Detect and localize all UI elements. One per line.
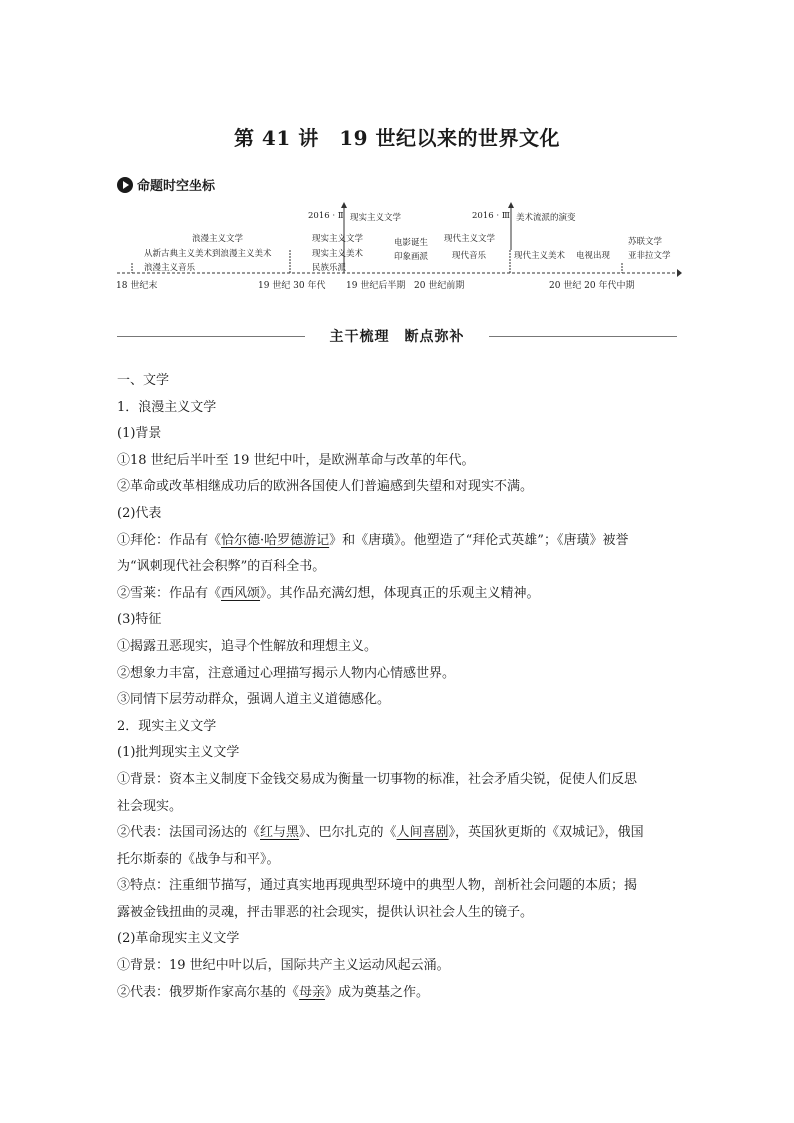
work-title: 西风颂 <box>221 585 261 601</box>
text-line: ③特点：注重细节描写，通过真实地再现典型环境中的典型人物，剖析社会问题的本质；揭 <box>117 878 638 894</box>
timeline-event: 民族乐派 <box>312 263 347 273</box>
text-line: ②雪莱：作品有《西风颂》。其作品充满幻想，体现真正的乐观主义精神。 <box>117 585 540 601</box>
text-line: ②代表：法国司汤达的《红与黑》、巴尔扎克的《人间喜剧》，英国狄更斯的《双城记》，俄国 <box>117 825 644 841</box>
timeline-label: 20 世纪 20 年代中期 <box>549 281 635 291</box>
item-critical-realism: (1)批判现实主义文学 <box>117 745 240 761</box>
heading-literature: 一、文学 <box>117 373 170 388</box>
work-title: 恰尔德·哈罗德游记 <box>221 532 330 548</box>
exam-tag-2016-ii: 2016 · Ⅱ <box>308 211 344 221</box>
badge-label: 命题时空坐标 <box>137 179 216 194</box>
item-features: (3)特征 <box>117 612 162 628</box>
timeline-event: 浪漫主义音乐 <box>144 263 196 273</box>
text-line: 托尔斯泰的《战争与和平》。 <box>117 851 280 867</box>
timeline-event: 现实主义文学 <box>312 234 364 244</box>
timeline-event: 现代主义美术 <box>514 251 566 261</box>
text-line: ①背景：资本主义制度下金钱交易成为衡量一切事物的标准，社会矛盾尖锐，促使人们反思 <box>117 771 638 787</box>
work-title: 母亲 <box>299 984 326 1000</box>
text-line: ①拜伦：作品有《恰尔德·哈罗德游记》和《唐璜》。他塑造了“拜伦式英雄”；《唐璜》被誉 <box>117 532 629 548</box>
text-line: ②革命或改革相继成功后的欧洲各国使人们普遍感到失望和对现实不满。 <box>117 479 534 495</box>
section-badge <box>117 175 215 194</box>
work-title: 人间喜剧 <box>396 825 449 841</box>
exam-topic-1: 现实主义文学 <box>350 213 402 223</box>
item-revolutionary-realism: (2)革命现实主义文学 <box>117 931 240 947</box>
timeline-label: 19 世纪后半期 <box>346 281 406 291</box>
subheading-realism: 2．现实主义文学 <box>117 718 217 734</box>
play-circle-icon <box>117 177 133 193</box>
timeline-event: 浪漫主义文学 <box>192 234 244 244</box>
timeline-label: 19 世纪 30 年代 <box>258 281 326 291</box>
timeline-event: 现实主义美术 <box>312 249 364 259</box>
text-line: ①背景：19 世纪中叶以后，国际共产主义运动风起云涌。 <box>117 958 450 974</box>
section-header <box>117 324 677 348</box>
timeline-event: 从新古典主义美术到浪漫主义美术 <box>144 249 272 259</box>
timeline-event: 亚非拉文学 <box>628 251 671 261</box>
timeline-event: 印象画派 <box>394 252 429 262</box>
item-representatives: (2)代表 <box>117 505 162 521</box>
text-line: 为“讽刺现代社会积弊”的百科全书。 <box>117 559 326 575</box>
text-line: ②想象力丰富，注意通过心理描写揭示人物内心情感世界。 <box>117 665 456 681</box>
subheading-romanticism: 1．浪漫主义文学 <box>117 399 217 415</box>
text-line: ①揭露丑恶现实，追寻个性解放和理想主义。 <box>117 638 378 654</box>
text-line: ①18 世纪后半叶至 19 世纪中叶，是欧洲革命与改革的年代。 <box>117 452 475 468</box>
timeline-event: 电视出现 <box>576 251 611 261</box>
exam-topic-2: 美术流派的演变 <box>516 213 576 223</box>
content-body <box>117 368 679 1006</box>
timeline-event: 电影诞生 <box>394 238 429 248</box>
work-title: 红与黑 <box>260 825 300 841</box>
text-line: 露被金钱扭曲的灵魂，抨击罪恶的社会现实，提供认识社会人生的镜子。 <box>117 904 534 920</box>
page-title: 第 41 讲 19 世纪以来的世界文化 <box>233 126 561 150</box>
timeline <box>112 200 682 295</box>
section-title: 主干梳理 断点弥补 <box>329 329 465 345</box>
text-line: ②代表：俄罗斯作家高尔基的《母亲》成为奠基之作。 <box>117 984 430 1000</box>
timeline-label: 20 世纪前期 <box>414 281 465 291</box>
text-line: 社会现实。 <box>117 798 183 814</box>
timeline-event: 现代音乐 <box>452 251 487 261</box>
timeline-event: 现代主义文学 <box>444 234 496 244</box>
item-background: (1)背景 <box>117 426 162 442</box>
exam-tag-2016-iii: 2016 · Ⅲ <box>472 211 510 221</box>
text-line: ③同情下层劳动群众，强调人道主义道德感化。 <box>117 692 391 708</box>
timeline-label: 18 世纪末 <box>116 281 158 291</box>
timeline-event: 苏联文学 <box>628 237 663 247</box>
